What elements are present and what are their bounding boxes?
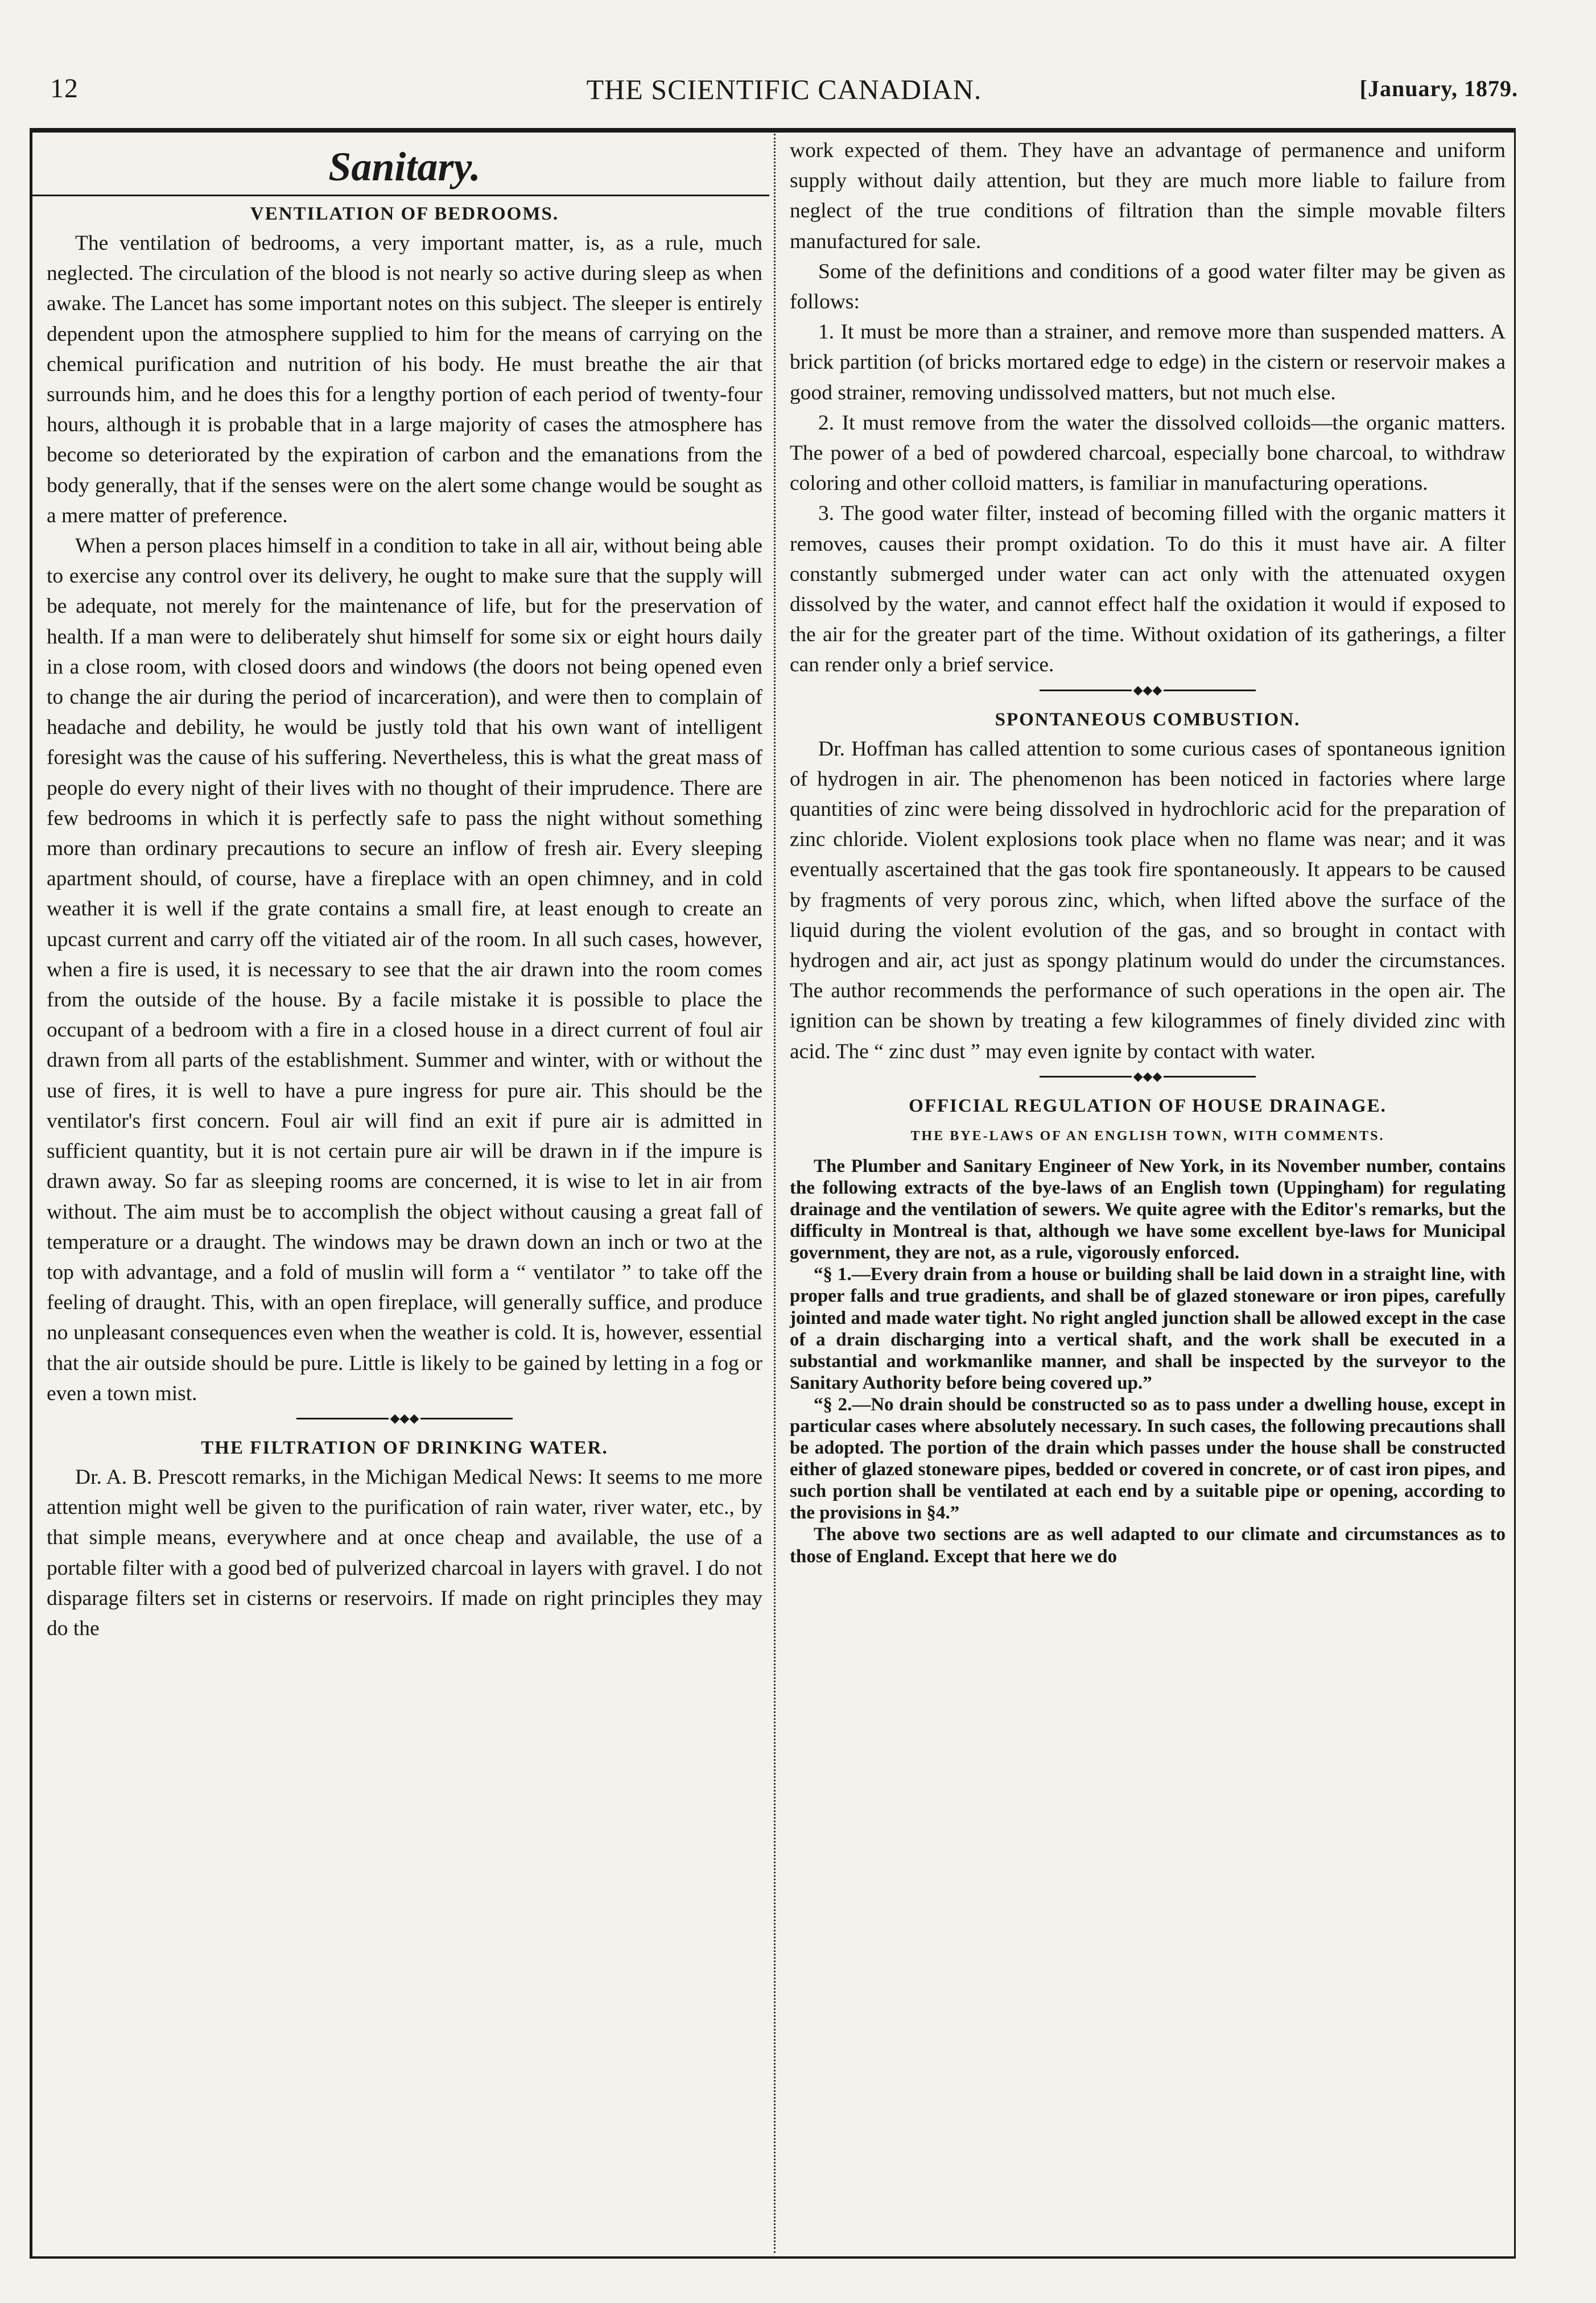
paragraph: work expected of them. They have an advantage of permanence and uniform supply without daily attention, but they are much more liable to failure from neglect of the true conditions of filtration than the simple movable filters manufactured for sale. <box>790 139 1506 253</box>
article-filtration <box>47 1462 762 1644</box>
ornament-divider: ◆◆◆ <box>1040 685 1256 695</box>
article-heading-combustion: SPONTANEOUS COMBUSTION. <box>995 709 1301 730</box>
paragraph: The Plumber and Sanitary Engineer of New York, in its November number, contains the following extracts of the bye-laws of an English town (Uppingham) for regulating drainage and the ventilation of sewers. We quite agree with the Editor's remarks, but the difficulty in Montreal is that, although we have some excellent bye-laws for Municipal government, they are not, as a rule, vigorously enforced. <box>790 1155 1506 1264</box>
ornament-divider: ◆◆◆ <box>296 1413 513 1423</box>
list-text: The good water filter, instead of becoming filled with the organic matters it removes, causes their prompt oxidation. To do this it must have air. A filter constantly submerged under water can act only with the attenuated oxygen dissolved by the water, and cannot effect half the oxidation it would if exposed to the air for the greater part of the time. Without oxidation of its gatherings, a filter can render only a brief service. <box>790 502 1506 677</box>
article-heading-drainage: OFFICIAL REGULATION OF HOUSE DRAINAGE. <box>909 1095 1387 1116</box>
ornament-divider: ◆◆◆ <box>1040 1071 1256 1082</box>
list-number: 1. <box>818 320 835 344</box>
list-item <box>790 408 1506 499</box>
publication-title: THE SCIENTIFIC CANADIAN. <box>586 73 982 105</box>
list-number: 2. <box>818 411 835 435</box>
article-combustion <box>790 734 1506 1067</box>
issue-date: [January, 1879. <box>1359 76 1518 101</box>
paragraph: When a person places himself in a condition to take in all air, without being able to exercise any control over its delivery, he ought to make sure that the supply will be adequate, not merely for the maintenance of life, but for the preservation of health. If a man were to deliberately shut himself for some six or eight hours daily in a close room, with closed doors and windows (the doors not being opened even to change the air during the period of incarceration), and were then to complain of headache and debility, he would be justly told that his own want of intelligent foresight was the cause of his suffering. Nevertheless, this is what the great mass of people do every night of their lives with no thought of their imprudence. There are few bedrooms in which it is perfectly safe to pass the night without something more than ordinary precautions to secure an inflow of fresh air. Every sleeping apartment should, of course, have a fireplace with an open chimney, and in cold weather it is well if the grate contains a small fire, at least enough to create an upcast current and carry off the vitiated air of the room. In all such cases, however, when a fire is used, it is necessary to see that the air drawn into the room comes from the outside of the house. By a facile mistake it is possible to place the occupant of a bedroom with a fire in a closed house in a direct current of foul air drawn from all parts of the establishment. Summer and winter, with or without the use of fires, it is well to have a pure ingress for pure air. This should be the ventilator's first concern. Foul air will find an exit if pure air is admitted in sufficient quantity, but it is not certain pure air will be drawn in if the impure is drawn away. So far as sleeping rooms are concerned, it is wise to let in air from without. The aim must be to accomplish the object without causing a great fall of temperature or a draught. The windows may be drawn down an inch or two at the top with advantage, and a fold of muslin will form a “ ventilator ” to take off the feeling of draught. This, with an open fireplace, will generally suffice, and produce no unpleasant consequences even when the weather is cold. It is, however, essential that the air outside should be pure. Little is likely to be gained by letting in a fog or even a town mist. <box>47 534 762 1405</box>
paragraph: The ventilation of bedrooms, a very important matter, is, as a rule, much neglected. The circulation of the blood is not nearly so active during sleep as when awake. The Lancet has some important notes on this subject. The sleeper is entirely dependent upon the atmosphere supplied to him for the means of carrying on the chemical purification and nutrition of his body. He must breathe the air that surrounds him, and he does this for a lengthy portion of each period of twenty-four hours, although it is probable that in a large majority of cases the atmosphere has become so deteriorated by the expiration of carbon and the emanations from the body generally, that if the senses were on the alert some change would be sought as a mere matter of preference. <box>47 232 762 527</box>
list-item <box>790 317 1506 408</box>
paragraph: Some of the definitions and conditions of a good water filter may be given as follows: <box>790 259 1506 314</box>
article-heading-filtration: THE FILTRATION OF DRINKING WATER. <box>201 1437 608 1458</box>
article-filtration-continued <box>790 135 1506 680</box>
paragraph: The above two sections are as well adapted to our climate and circumstances as to those of England. Except that here we do <box>790 1524 1506 1567</box>
left-column <box>47 135 762 2252</box>
section-title: Sanitary. <box>328 144 481 189</box>
page-header <box>50 68 1518 114</box>
list-text: It must remove from the water the dissolved colloids—the organic matters. The power of a bed of powdered charcoal, especially bone charcoal, to withdraw coloring and other colloid matters, is familiar in manufacturing operations. <box>790 411 1506 496</box>
article-drainage <box>790 1155 1506 1567</box>
list-number: 3. <box>818 502 835 526</box>
list-item <box>790 498 1506 680</box>
article-ventilation <box>47 228 762 1409</box>
article-heading-ventilation: VENTILATION OF BEDROOMS. <box>250 204 559 224</box>
title-rule <box>31 195 769 196</box>
paragraph: “§ 2.—No drain should be constructed so as to pass under a dwelling house, except in particular cases where absolutely necessary. In such cases, the following precautions shall be adopted. The portion of the drain which passes under the house shall be constructed either of glazed stoneware pipes, bedded or covered in concrete, or of cast iron pipes, and such portion shall be ventilated at each end by a suitable pipe or opening, according to the provisions in §4.” <box>790 1394 1506 1524</box>
paragraph: “§ 1.—Every drain from a house or building shall be laid down in a straight line, with proper falls and true gradients, and shall be of glazed stoneware or iron pipes, carefully jointed and made water tight. No right angled junction shall be allowed except in the case of a drain discharging into a vertical shaft, and the work shall be executed in a substantial and workmanlike manner, and shall be inspected by the surveyor to the Sanitary Authority before being covered up.” <box>790 1264 1506 1393</box>
paragraph: Dr. A. B. Prescott remarks, in the Michigan Medical News: It seems to me more attention might well be given to the purification of rain water, river water, etc., by that simple means, everywhere and at once cheap and available, the use of a portable filter with a good bed of pulverized charcoal in layers with gravel. I do not disparage filters set in cisterns or reservoirs. If made on right principles they may do the <box>47 1465 762 1640</box>
article-subheading-drainage: THE BYE-LAWS OF AN ENGLISH TOWN, WITH COMMENTS. <box>910 1128 1385 1144</box>
page-number: 12 <box>50 73 79 104</box>
list-text: It must be more than a strainer, and remove more than suspended matters. A brick partition (of bricks mortared edge to edge) in the cistern or reservoir makes a good strainer, removing undissolved matters, but not much else. <box>790 320 1506 405</box>
column-divider <box>774 134 777 2253</box>
right-column <box>790 135 1506 2252</box>
paragraph: Dr. Hoffman has called attention to some curious cases of spontaneous ignition of hydrogen in air. The phenomenon has been noticed in factories where large quantities of zinc were being dissolved in hydrochloric acid for the preparation of zinc chloride. Violent explosions took place when no flame was near; and it was eventually ascertained that the gas took fire spontaneously. It appears to be caused by fragments of very porous zinc, which, when lifted above the surface of the liquid during the violent evolution of the gas, and so brought in contact with hydrogen and air, act just as spongy platinum would do under the circumstances. The author recommends the performance of such operations in the open air. The ignition can be shown by treating a few kilogrammes of finely divided zinc with acid. The “ zinc dust ” may even ignite by contact with water. <box>790 737 1506 1063</box>
